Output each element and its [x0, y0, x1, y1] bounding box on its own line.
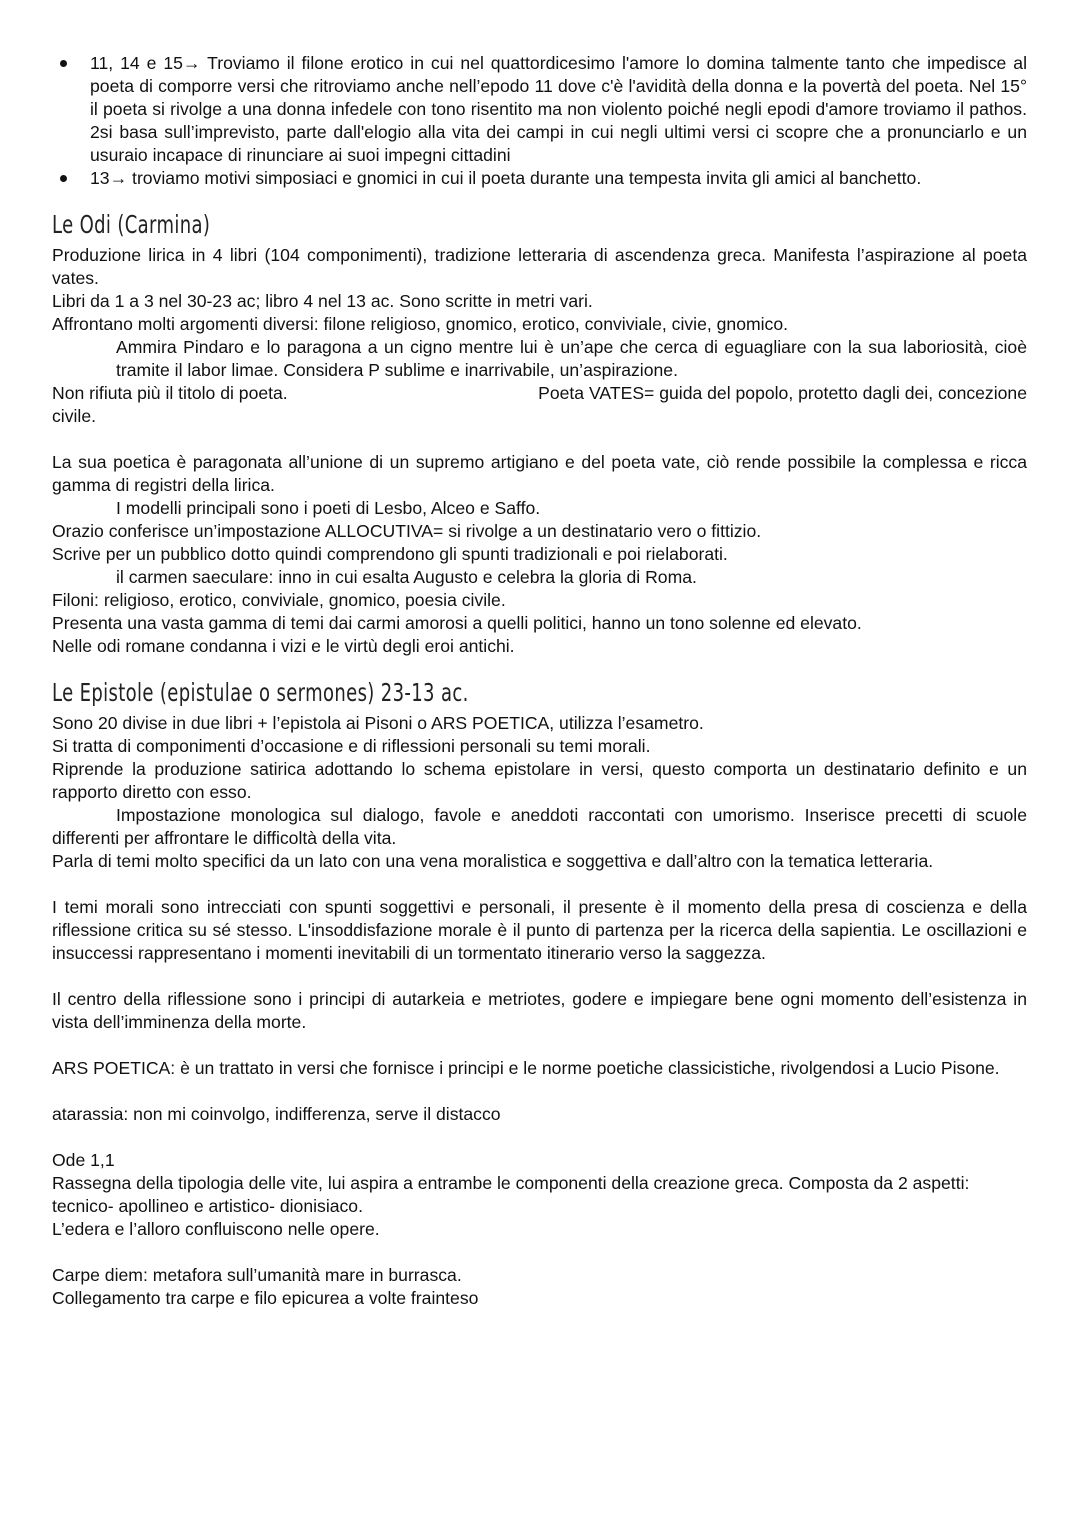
paragraph: I temi morali sono intrecciati con spunti soggettivi e personali, il presente è il momento della presa di coscienza e della riflessione critica su sé stesso. L'insoddisfazione morale è il punto di partenza per la ricerca della sapientia. Le oscillazioni e insuccessi rappresentano i momenti inevitabili di un tormentato itinerario verso la saggezza. — [52, 897, 1027, 963]
paragraph: Il centro della riflessione sono i principi di autarkeia e metriotes, godere e impiegare bene ogni momento dell’esistenza in vista dell’imminenza della morte. — [52, 989, 1027, 1032]
paragraph: Parla di temi molto specifici da un lato con una vena moralistica e soggettiva e dall’altro con la tematica letteraria. — [52, 851, 934, 871]
list-item-text: 13→ troviamo motivi simposiaci e gnomici in cui il poeta durante una tempesta invita gli amici al banchetto. — [90, 168, 922, 188]
paragraph: Sono 20 divise in due libri + l’epistola ai Pisoni o ARS POETICA, utilizza l’esametro. — [52, 713, 704, 733]
paragraph: atarassia: non mi coinvolgo, indifferenza, serve il distacco — [52, 1104, 501, 1124]
list-item-text: 11, 14 e 15→ Troviamo il filone erotico in cui nel quattordicesimo l'amore lo domina talmente tanto che impedisce al poeta di comporre versi che ritroviamo anche nell’epodo 11 dove c'è l'avidità della donna e la povertà del poeta. Nel 15° il poeta si rivolge a una donna infedele con tono risentito ma non violento poiché negli epodi d'amore troviamo il pathos. 2si basa sull’imprevisto, parte dall'elogio alla vita dei campi in cui negli ultimi versi ci scopre che a pronunciarlo e un usuraio incapace di rinunciare ai suoi impegni cittadini — [90, 53, 1027, 165]
paragraph: Collegamento tra carpe e filo epicurea a volte frainteso — [52, 1288, 479, 1308]
paragraph: L’edera e l’alloro confluiscono nelle opere. — [52, 1219, 380, 1239]
section-heading-odi: Le Odi (Carmina) — [52, 210, 211, 239]
paragraph: Filoni: religioso, erotico, conviviale, gnomico, poesia civile. — [52, 590, 506, 610]
paragraph: Ode 1,1 — [52, 1150, 115, 1170]
bullet-list — [52, 52, 1027, 190]
list-item — [52, 167, 1027, 190]
paragraph: I modelli principali sono i poeti di Lesbo, Alceo e Saffo. — [116, 498, 541, 518]
bullet-icon — [60, 175, 67, 182]
paragraph-row — [52, 382, 1027, 405]
paragraph: Presenta una vasta gamma di temi dai carmi amorosi a quelli politici, hanno un tono solenne ed elevato. — [52, 613, 862, 633]
paragraph: Si tratta di componimenti d’occasione e di riflessioni personali su temi morali. — [52, 736, 651, 756]
paragraph: Scrive per un pubblico dotto quindi comprendono gli spunti tradizionali e poi rielaborati. — [52, 544, 728, 564]
paragraph: Riprende la produzione satirica adottando lo schema epistolare in versi, questo comporta un destinatario definito e un rapporto diretto con esso. — [52, 759, 1027, 802]
paragraph: Carpe diem: metafora sull’umanità mare in burrasca. — [52, 1265, 462, 1285]
paragraph: Affrontano molti argomenti diversi: filone religioso, gnomico, erotico, conviviale, civie, gnomico. — [52, 314, 789, 334]
paragraph: il carmen saeculare: inno in cui esalta Augusto e celebra la gloria di Roma. — [116, 567, 697, 587]
paragraph: Impostazione monologica sul dialogo, favole e aneddoti raccontati con umorismo. Inserisce precetti di scuole differenti per affrontare le difficoltà della vita. — [52, 805, 1027, 848]
paragraph: Non rifiuta più il titolo di poeta. — [52, 383, 288, 403]
section-heading-epistole: Le Epistole (epistulae o sermones) 23-13 ac. — [52, 678, 469, 707]
paragraph: Produzione lirica in 4 libri (104 componimenti), tradizione letteraria di ascendenza greca. Manifesta l’aspirazione al poeta vates. — [52, 245, 1027, 288]
paragraph: Orazio conferisce un’impostazione ALLOCUTIVA= si rivolge a un destinatario vero o fittizio. — [52, 521, 762, 541]
paragraph: Nelle odi romane condanna i vizi e le virtù degli eroi antichi. — [52, 636, 515, 656]
list-item — [52, 52, 1027, 167]
paragraph: La sua poetica è paragonata all’unione di un supremo artigiano e del poeta vate, ciò rende possibile la complessa e ricca gamma di registri della lirica. — [52, 452, 1027, 495]
paragraph: Ammira Pindaro e lo paragona a un cigno mentre lui è un’ape che cerca di eguagliare con la sua laboriosità, cioè tramite il labor limae. Considera P sublime e inarrivabile, un’aspirazione. — [116, 337, 1027, 380]
paragraph: ARS POETICA: è un trattato in versi che fornisce i principi e le norme poetiche classicistiche, rivolgendosi a Lucio Pisone. — [52, 1058, 1000, 1078]
document-page — [52, 52, 1027, 1310]
paragraph: civile. — [52, 406, 96, 426]
bullet-icon — [60, 60, 67, 67]
paragraph: Poeta VATES= guida del popolo, protetto dagli dei, concezione — [538, 383, 1027, 403]
paragraph: Rassegna della tipologia delle vite, lui aspira a entrambe le componenti della creazione greca. Composta da 2 aspetti: tecnico- apollineo e artistico- dionisiaco. — [52, 1173, 970, 1216]
paragraph: Libri da 1 a 3 nel 30-23 ac; libro 4 nel 13 ac. Sono scritte in metri vari. — [52, 291, 593, 311]
